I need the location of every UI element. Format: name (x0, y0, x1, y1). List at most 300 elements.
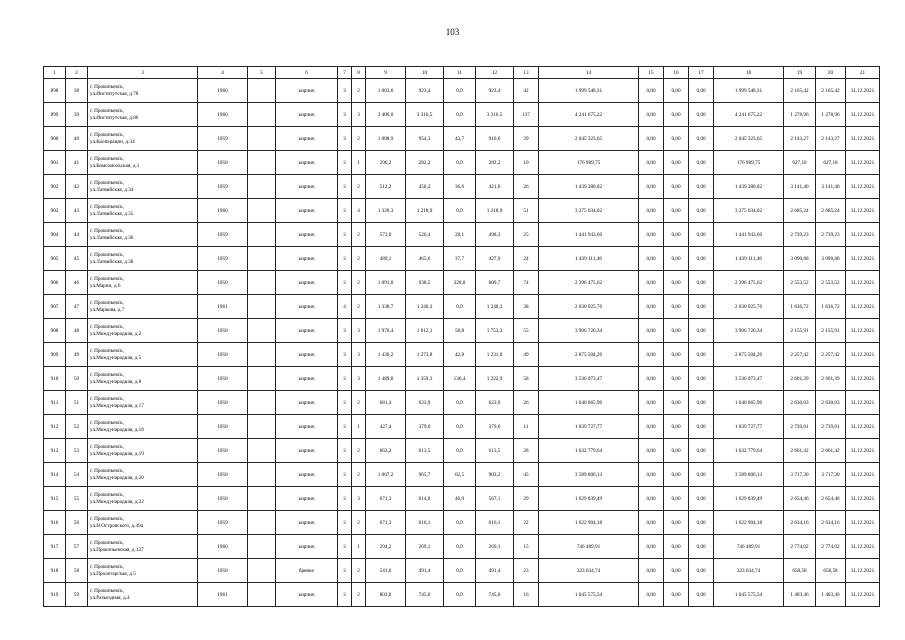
cell-col-15: 0,00 (639, 247, 664, 271)
cell-col-18: 1 632 779,64 (714, 439, 784, 463)
cell-col-5 (248, 223, 276, 247)
address-street: ул.Международная, д.2 (90, 330, 142, 337)
cell-col-12: 609,7 (476, 271, 514, 295)
column-header-11: 11 (444, 67, 476, 79)
cell-col-17: 0,00 (689, 103, 714, 127)
cell-col-2: 59 (66, 583, 88, 607)
address-cell (88, 103, 198, 127)
cell-col-2: 54 (66, 463, 88, 487)
cell-col-15: 0,00 (639, 295, 664, 319)
cell-col-4: 1961 (198, 583, 248, 607)
cell-col-10: 1 812,1 (406, 319, 444, 343)
address-cell (88, 559, 198, 583)
table-row (44, 511, 880, 535)
cell-col-21: 31.12.2021 (846, 103, 880, 127)
cell-col-21: 31.12.2021 (846, 415, 880, 439)
cell-col-9: 1 067,2 (366, 463, 406, 487)
address-city: г. Прокопьевск, (90, 180, 124, 187)
cell-col-1: 904 (44, 223, 66, 247)
cell-col-16: 0,00 (664, 487, 689, 511)
address-cell (88, 367, 198, 391)
cell-col-20: 3 090,88 (816, 247, 846, 271)
cell-col-6: бревно (276, 559, 338, 583)
cell-col-10: 491,4 (406, 559, 444, 583)
cell-col-20: 2 143,27 (816, 127, 846, 151)
cell-col-5 (248, 103, 276, 127)
cell-col-12: 623,9 (476, 391, 514, 415)
cell-col-15: 0,00 (639, 151, 664, 175)
address-city: г. Прокопьевск, (90, 420, 124, 427)
address-cell (88, 151, 198, 175)
cell-col-2: 55 (66, 487, 88, 511)
cell-col-16: 0,00 (664, 103, 689, 127)
cell-col-12: 1 231,0 (476, 343, 514, 367)
cell-col-15: 0,00 (639, 199, 664, 223)
cell-col-7: 3 (338, 319, 352, 343)
cell-col-4: 1960 (198, 79, 248, 103)
cell-col-12: 616,1 (476, 511, 514, 535)
cell-col-1: 910 (44, 367, 66, 391)
cell-col-2: 44 (66, 223, 88, 247)
address-city: г. Прокопьевск, (90, 228, 124, 235)
cell-col-16: 0,00 (664, 439, 689, 463)
cell-col-11: 0,0 (444, 103, 476, 127)
cell-col-11: 0,0 (444, 391, 476, 415)
cell-col-2: 48 (66, 319, 88, 343)
column-header-9: 9 (366, 67, 406, 79)
cell-col-2: 41 (66, 151, 88, 175)
cell-col-15: 0,00 (639, 79, 664, 103)
address-street: ул.Прокопьевская, д.127 (90, 546, 144, 553)
cell-col-21: 31.12.2021 (846, 271, 880, 295)
cell-col-18: 2 045 323,65 (714, 127, 784, 151)
cell-col-15: 0,00 (639, 271, 664, 295)
cell-col-19: 2 155,91 (784, 319, 816, 343)
cell-col-5 (248, 343, 276, 367)
cell-col-11: 43,7 (444, 127, 476, 151)
cell-col-18: 3 906 720,34 (714, 319, 784, 343)
address-cell (88, 295, 198, 319)
address-city: г. Прокопьевск, (90, 564, 124, 571)
cell-col-9: 1 003,6 (366, 79, 406, 103)
cell-col-17: 0,00 (689, 463, 714, 487)
column-header-3: 3 (88, 67, 198, 79)
cell-col-8: 1 (352, 415, 366, 439)
cell-col-10: 1 240,3 (406, 295, 444, 319)
cell-col-21: 31.12.2021 (846, 343, 880, 367)
cell-col-7: 2 (338, 247, 352, 271)
cell-col-10: 623,9 (406, 391, 444, 415)
cell-col-18: 1 439 111,46 (714, 247, 784, 271)
cell-col-13: 16 (514, 583, 539, 607)
cell-col-14: 2 396 475,62 (539, 271, 639, 295)
cell-col-18: 1 441 943,60 (714, 223, 784, 247)
address-cell (88, 271, 198, 295)
table-row (44, 271, 880, 295)
cell-col-11: 0,0 (444, 559, 476, 583)
cell-col-7: 2 (338, 583, 352, 607)
cell-col-15: 0,00 (639, 535, 664, 559)
cell-col-4: 1961 (198, 295, 248, 319)
cell-col-6: кирпич (276, 295, 338, 319)
column-header-4: 4 (198, 67, 248, 79)
cell-col-1: 908 (44, 319, 66, 343)
cell-col-16: 0,00 (664, 343, 689, 367)
address-cell (88, 583, 198, 607)
cell-col-6: кирпич (276, 103, 338, 127)
cell-col-2: 39 (66, 103, 88, 127)
cell-col-10: 923,4 (406, 79, 444, 103)
cell-col-18: 1 640 865,96 (714, 391, 784, 415)
cell-col-19: 2 553,52 (784, 271, 816, 295)
cell-col-9: 3 400,0 (366, 103, 406, 127)
cell-col-1: 899 (44, 103, 66, 127)
cell-col-6: кирпич (276, 319, 338, 343)
cell-col-14: 2 045 323,65 (539, 127, 639, 151)
cell-col-9: 1 338,7 (366, 295, 406, 319)
cell-col-4: 1960 (198, 103, 248, 127)
cell-col-4: 1958 (198, 559, 248, 583)
cell-col-7: 3 (338, 127, 352, 151)
cell-col-21: 31.12.2021 (846, 175, 880, 199)
cell-col-18: 2 875 504,26 (714, 343, 784, 367)
cell-col-14: 1 045 575,54 (539, 583, 639, 607)
cell-col-8: 3 (352, 487, 366, 511)
cell-col-8: 2 (352, 127, 366, 151)
address-street: ул.Маркова, д.7 (90, 306, 125, 313)
address-cell (88, 391, 198, 415)
column-header-19: 19 (784, 67, 816, 79)
cell-col-14: 1 629 839,49 (539, 487, 639, 511)
cell-col-19: 2 654,46 (784, 487, 816, 511)
cell-col-12: 498,3 (476, 223, 514, 247)
cell-col-6: кирпич (276, 487, 338, 511)
cell-col-8: 2 (352, 247, 366, 271)
cell-col-16: 0,00 (664, 79, 689, 103)
cell-col-17: 0,00 (689, 247, 714, 271)
cell-col-15: 0,00 (639, 319, 664, 343)
cell-col-2: 45 (66, 247, 88, 271)
cell-col-16: 0,00 (664, 583, 689, 607)
cell-col-7: 2 (338, 391, 352, 415)
cell-col-15: 0,00 (639, 511, 664, 535)
cell-col-4: 1958 (198, 151, 248, 175)
cell-col-20: 2 685,24 (816, 199, 846, 223)
cell-col-20: 2 257,42 (816, 343, 846, 367)
cell-col-5 (248, 535, 276, 559)
cell-col-21: 31.12.2021 (846, 247, 880, 271)
cell-col-10: 1 218,9 (406, 199, 444, 223)
cell-col-1: 903 (44, 199, 66, 223)
table-row (44, 175, 880, 199)
cell-col-1: 902 (44, 175, 66, 199)
cell-col-21: 31.12.2021 (846, 295, 880, 319)
cell-col-10: 282,2 (406, 151, 444, 175)
cell-col-5 (248, 391, 276, 415)
cell-col-5 (248, 415, 276, 439)
address-street: ул.Пролетарская, д.5 (90, 570, 136, 577)
cell-col-9: 1 320,3 (366, 199, 406, 223)
cell-col-17: 0,00 (689, 271, 714, 295)
table-row (44, 151, 880, 175)
cell-col-8: 2 (352, 271, 366, 295)
cell-col-18: 3 275 034,02 (714, 199, 784, 223)
address-city: г. Прокопьевск, (90, 444, 124, 451)
cell-col-7: 2 (338, 463, 352, 487)
address-cell (88, 199, 198, 223)
cell-col-12: 1 222,9 (476, 367, 514, 391)
cell-col-13: 42 (514, 79, 539, 103)
column-header-14: 14 (539, 67, 639, 79)
cell-col-14: 2 875 504,26 (539, 343, 639, 367)
cell-col-6: кирпич (276, 223, 338, 247)
cell-col-18: 1 622 904,18 (714, 511, 784, 535)
address-city: г. Прокопьевск, (90, 540, 124, 547)
cell-col-20: 2 553,52 (816, 271, 846, 295)
cell-col-14: 3 536 073,47 (539, 367, 639, 391)
cell-col-10: 614,0 (406, 487, 444, 511)
table-row (44, 199, 880, 223)
cell-col-10: 3 316,5 (406, 103, 444, 127)
column-header-15: 15 (639, 67, 664, 79)
cell-col-13: 38 (514, 295, 539, 319)
cell-col-11: 58,8 (444, 319, 476, 343)
cell-col-18: 323 634,74 (714, 559, 784, 583)
cell-col-17: 0,00 (689, 175, 714, 199)
cell-col-9: 663,2 (366, 439, 406, 463)
address-city: г. Прокопьевск, (90, 300, 124, 307)
cell-col-11: 0,0 (444, 415, 476, 439)
cell-col-1: 912 (44, 415, 66, 439)
cell-col-7: 2 (338, 511, 352, 535)
cell-col-15: 0,00 (639, 343, 664, 367)
cell-col-2: 43 (66, 199, 88, 223)
cell-col-5 (248, 319, 276, 343)
cell-col-2: 49 (66, 343, 88, 367)
cell-col-10: 616,1 (406, 511, 444, 535)
table-row (44, 463, 880, 487)
cell-col-21: 31.12.2021 (846, 79, 880, 103)
address-city: г. Прокопьевск, (90, 276, 124, 283)
cell-col-18: 746 489,91 (714, 535, 784, 559)
cell-col-14: 1 439 111,46 (539, 247, 639, 271)
cell-col-16: 0,00 (664, 151, 689, 175)
cell-col-1: 917 (44, 535, 66, 559)
cell-col-7: 2 (338, 535, 352, 559)
cell-col-20: 1 636,72 (816, 295, 846, 319)
cell-col-1: 916 (44, 511, 66, 535)
cell-col-15: 0,00 (639, 439, 664, 463)
cell-col-8: 2 (352, 511, 366, 535)
cell-col-8: 2 (352, 463, 366, 487)
table-row (44, 103, 880, 127)
cell-col-19: 2 685,24 (784, 199, 816, 223)
cell-col-17: 0,00 (689, 487, 714, 511)
cell-col-18: 1 999 548,31 (714, 79, 784, 103)
address-cell (88, 79, 198, 103)
cell-col-2: 57 (66, 535, 88, 559)
cell-col-12: 903,2 (476, 463, 514, 487)
cell-col-4: 1959 (198, 511, 248, 535)
table-row (44, 391, 880, 415)
cell-col-6: кирпич (276, 391, 338, 415)
column-header-18: 18 (714, 67, 784, 79)
cell-col-10: 379,6 (406, 415, 444, 439)
cell-col-13: 26 (514, 391, 539, 415)
cell-col-11: 0,0 (444, 79, 476, 103)
cell-col-15: 0,00 (639, 127, 664, 151)
page-number: 103 (445, 27, 460, 37)
table-row (44, 535, 880, 559)
cell-col-16: 0,00 (664, 559, 689, 583)
cell-col-4: 1958 (198, 343, 248, 367)
cell-col-16: 0,00 (664, 367, 689, 391)
cell-col-10: 458,2 (406, 175, 444, 199)
cell-col-10: 1 359,3 (406, 367, 444, 391)
cell-col-6: кирпич (276, 247, 338, 271)
cell-col-21: 31.12.2021 (846, 535, 880, 559)
cell-col-19: 3 090,88 (784, 247, 816, 271)
address-city: г. Прокопьевск, (90, 132, 124, 139)
cell-col-7: 3 (338, 103, 352, 127)
cell-col-18: 4 241 675,22 (714, 103, 784, 127)
cell-col-11: 0,0 (444, 511, 476, 535)
cell-col-7: 2 (338, 439, 352, 463)
cell-col-15: 0,00 (639, 583, 664, 607)
cell-col-9: 573,0 (366, 223, 406, 247)
cell-col-6: кирпич (276, 175, 338, 199)
cell-col-18: 2 030 025,76 (714, 295, 784, 319)
cell-col-21: 31.12.2021 (846, 439, 880, 463)
address-city: г. Прокопьевск, (90, 324, 124, 331)
cell-col-9: 1 436,2 (366, 343, 406, 367)
cell-col-2: 46 (66, 271, 88, 295)
cell-col-5 (248, 439, 276, 463)
cell-col-9: 1 970,4 (366, 319, 406, 343)
cell-col-12: 421,6 (476, 175, 514, 199)
cell-col-20: 2 739,23 (816, 223, 846, 247)
cell-col-14: 176 989,75 (539, 151, 639, 175)
cell-col-14: 1 439 388,02 (539, 175, 639, 199)
address-cell (88, 415, 198, 439)
cell-col-13: 49 (514, 343, 539, 367)
address-cell (88, 127, 198, 151)
cell-col-11: 46,9 (444, 487, 476, 511)
cell-col-9: 541,6 (366, 559, 406, 583)
cell-col-8: 3 (352, 319, 366, 343)
cell-col-17: 0,00 (689, 295, 714, 319)
cell-col-9: 671,3 (366, 511, 406, 535)
cell-col-16: 0,00 (664, 415, 689, 439)
table-row (44, 559, 880, 583)
cell-col-2: 56 (66, 511, 88, 535)
address-street: ул.Латвийская, д.35 (90, 210, 134, 217)
cell-col-20: 3 717,30 (816, 463, 846, 487)
cell-col-6: кирпич (276, 463, 338, 487)
cell-col-4: 1958 (198, 367, 248, 391)
cell-col-5 (248, 271, 276, 295)
address-street: ул.Латвийская, д.38 (90, 258, 134, 265)
cell-col-13: 15 (514, 535, 539, 559)
cell-col-20: 2 630,03 (816, 391, 846, 415)
cell-col-2: 40 (66, 127, 88, 151)
cell-col-14: 4 241 675,22 (539, 103, 639, 127)
address-street: ул.Латвийская, д.34 (90, 186, 134, 193)
cell-col-4: 1958 (198, 391, 248, 415)
table-row (44, 79, 880, 103)
cell-col-16: 0,00 (664, 535, 689, 559)
cell-col-1: 918 (44, 559, 66, 583)
cell-col-19: 2 601,39 (784, 367, 816, 391)
cell-col-13: 24 (514, 247, 539, 271)
cell-col-12: 745,0 (476, 583, 514, 607)
cell-col-11: 0,0 (444, 151, 476, 175)
cell-col-11: 37,7 (444, 247, 476, 271)
cell-col-19: 2 774,02 (784, 535, 816, 559)
cell-col-14: 1 640 865,96 (539, 391, 639, 415)
address-city: г. Прокопьевск, (90, 468, 124, 475)
cell-col-2: 50 (66, 367, 88, 391)
address-city: г. Прокопьевск, (90, 396, 124, 403)
cell-col-9: 427,4 (366, 415, 406, 439)
cell-col-8: 2 (352, 223, 366, 247)
cell-col-4: 1960 (198, 199, 248, 223)
address-city: г. Прокопьевск, (90, 516, 124, 523)
cell-col-5 (248, 559, 276, 583)
cell-col-19: 1 278,96 (784, 103, 816, 127)
address-street: ул.Международная, д.20 (90, 474, 144, 481)
cell-col-13: 51 (514, 199, 539, 223)
cell-col-7: 2 (338, 367, 352, 391)
cell-col-14: 3 589 800,13 (539, 463, 639, 487)
cell-col-4: 1958 (198, 415, 248, 439)
column-header-17: 17 (689, 67, 714, 79)
cell-col-4: 1960 (198, 535, 248, 559)
cell-col-17: 0,00 (689, 583, 714, 607)
cell-col-21: 31.12.2021 (846, 511, 880, 535)
cell-col-1: 898 (44, 79, 66, 103)
cell-col-20: 2 165,42 (816, 79, 846, 103)
cell-col-12: 1 753,3 (476, 319, 514, 343)
cell-col-17: 0,00 (689, 199, 714, 223)
cell-col-12: 269,1 (476, 535, 514, 559)
cell-col-4: 1958 (198, 463, 248, 487)
cell-col-16: 0,00 (664, 511, 689, 535)
cell-col-8: 2 (352, 439, 366, 463)
cell-col-20: 2 661,42 (816, 439, 846, 463)
cell-col-9: 1 008,9 (366, 127, 406, 151)
table-row (44, 247, 880, 271)
table-row (44, 295, 880, 319)
cell-col-11: 0,0 (444, 583, 476, 607)
address-city: г. Прокопьевск, (90, 348, 124, 355)
column-header-8: 8 (352, 67, 366, 79)
cell-col-4: 1959 (198, 175, 248, 199)
cell-col-2: 47 (66, 295, 88, 319)
cell-col-18: 3 589 800,13 (714, 463, 784, 487)
column-header-13: 13 (514, 67, 539, 79)
cell-col-11: 136,4 (444, 367, 476, 391)
cell-col-7: 4 (338, 295, 352, 319)
cell-col-7: 2 (338, 175, 352, 199)
cell-col-11: 36,6 (444, 175, 476, 199)
cell-col-12: 1 240,3 (476, 295, 514, 319)
table-row (44, 415, 880, 439)
cell-col-7: 2 (338, 559, 352, 583)
cell-col-6: кирпич (276, 415, 338, 439)
cell-col-18: 176 989,75 (714, 151, 784, 175)
cell-col-2: 53 (66, 439, 88, 463)
